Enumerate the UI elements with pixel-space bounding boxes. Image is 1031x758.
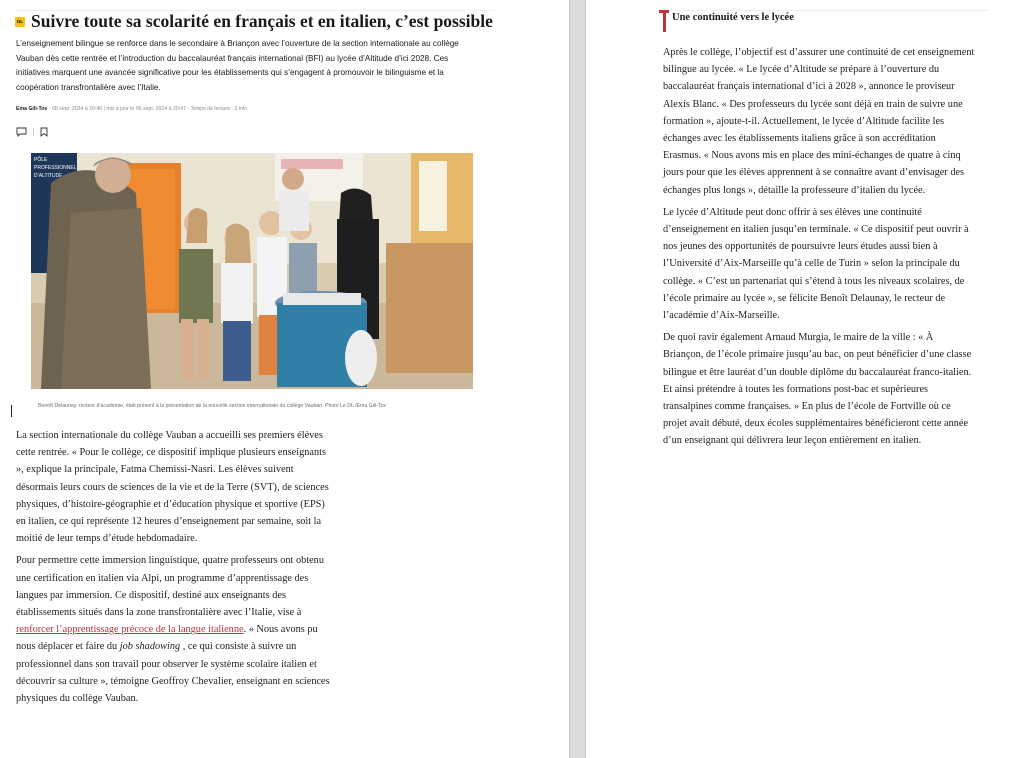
page-gutter: [569, 0, 586, 758]
paragraph-5: De quoi ravir également Arnaud Murgia, le maire de la ville : « À Briançon, de l’école primaire jusqu’au bac, on peut bénéficier d’une classe bilingue et être lauréat d’un double diplôme du baccalauréat franco-italien. Et ainsi prétendre à toutes les formations post-bac et supérieures transalpines comme françaises. » En plus de l’école de Fortville où ce projet avait débuté, deux écoles supplémentaires bénéficieront cette année d’un enseignant qui délivrera leur leçon entièrement en italien.: [663, 332, 972, 447]
section-subtitle: Une continuité vers le lycée: [672, 12, 794, 23]
article-title: Suivre toute sa scolarité en français et en italien, c’est possible: [31, 11, 493, 31]
section-marker: [659, 10, 669, 32]
subtitle-row: [659, 10, 794, 32]
right-page: [586, 0, 1031, 758]
paragraph-2: [16, 552, 331, 707]
byline: [16, 106, 247, 112]
paragraph-2-end: , ce qui consiste à suivre un professionnel dans son travail pour observer le système scolaire italien et découvrir sa culture », témoigne Geoffroy Chevalier, enseignant en sciences physiques du collège Vauban.: [16, 641, 330, 705]
paragraph-1: La section internationale du collège Vauban a accueilli ses premiers élèves cette rentrée. « Pour le collège, ce dispositif implique plusieurs enseignants », explique la principale, Fatma Chemissi-Nasri. Les élèves suivent désormais leurs cours de sciences de la vie et de la Terre (SVT), de sciences physiques, d’histoire-géographie et d’éducation physique et sportive (EPS) en italien, ce qui représente 12 heures d’enseignement par semaine, soit la moitié de leur temps d’étude hebdomadaire.: [16, 430, 329, 545]
photo-sign-line3: D’ALTITUDE: [34, 173, 63, 179]
text-cursor: [11, 405, 12, 417]
title-row: [15, 11, 493, 32]
actions-divider: [33, 128, 34, 136]
photo-caption: Benoît Delaunay, recteur d’académie, était présent à la présentation de la nouvelle section internationale du collège Vauban. Photo Le DL /Ema Gili-Tos: [38, 403, 386, 409]
paragraph-2-italic: job shadowing: [119, 641, 181, 653]
article-body-right: [663, 44, 975, 450]
article-lede: L’enseignement bilingue se renforce dans le secondaire à Briançon avec l’ouverture de la section internationale au collège Vauban dès cette rentrée et l’introduction du baccalauréat français international (BFI) au lycée d’Altitude d’ici 2028. Ces initiatives marquent une avancée significative pour les établissements qui s’engagent à promouvoir le bilinguisme et la coopération transfrontalière avec l’Italie.: [16, 39, 459, 92]
article-actions: [16, 127, 48, 137]
byline-meta: - 06 sept. 2024 à 20:46 | mis à jour le 06 sept. 2024 à 20:47 - Temps de lecture : 3 min: [47, 106, 247, 112]
article-body-left: [16, 427, 331, 707]
photo-sign-line1: PÔLE: [34, 157, 48, 163]
paragraph-2-mid: . « Nous avons pu nous déplacer et faire du: [16, 624, 318, 653]
photo-sign-line2: PROFESSIONNEL: [34, 165, 77, 171]
inline-link-italian[interactable]: renforcer l’apprentissage précoce de la langue italienne: [16, 624, 244, 636]
bookmark-icon[interactable]: [40, 127, 48, 137]
comment-icon[interactable]: [16, 127, 27, 137]
dl-logo[interactable]: DL: [15, 17, 25, 27]
paragraph-4: Le lycée d’Altitude peut donc offrir à ses élèves une continuité d’enseignement en italien jusqu’en terminale. « Ce dispositif peut ouvrir à nos jeunes des opportunités de poursuivre leurs études aussi bien à l’Université d’Aix-Marseille qu’à celle de Turin » selon la principale du collège. « C’est un partenariat qui s’étend à tous les niveaux scolaires, de l’école primaire au lycée », se félicite Benoît Delaunay, le recteur de l’académie d’Aix-Marseille.: [663, 206, 969, 322]
author-name[interactable]: Ema Gili-Tos: [16, 106, 48, 112]
article-photo: [31, 153, 473, 389]
paragraph-2-start: Pour permettre cette immersion linguistique, quatre professeurs ont obtenu une certification en italien via Alpi, un programme d’apprentissage des langues par immersion. Ce dispositif, destiné aux enseignants des établissements situés dans la zone transfrontalière avec l’Italie, vise à: [16, 555, 324, 619]
paragraph-3: Après le collège, l’objectif est d’assurer une continuité de cet enseignement bilingue au lycée. « Le lycée d’Altitude se prépare à l’ouverture du baccalauréat français international d’ici à 2028 », annonce le proviseur Alexis Blanc. « Des professeurs du lycée sont déjà en train de suivre une formation », ajoute-t-il. Actuellement, le lycée d’Altitude facilite les échanges avec les établissements italiens grâce à son accréditation Erasmus. « Nous avons mis en place des mini-échanges de quatre à cinq jours pour que les élèves apprennent à se connaître avant d’envisager des échanges plus longs », détaille la professeure d’italien du lycée.: [663, 47, 975, 196]
